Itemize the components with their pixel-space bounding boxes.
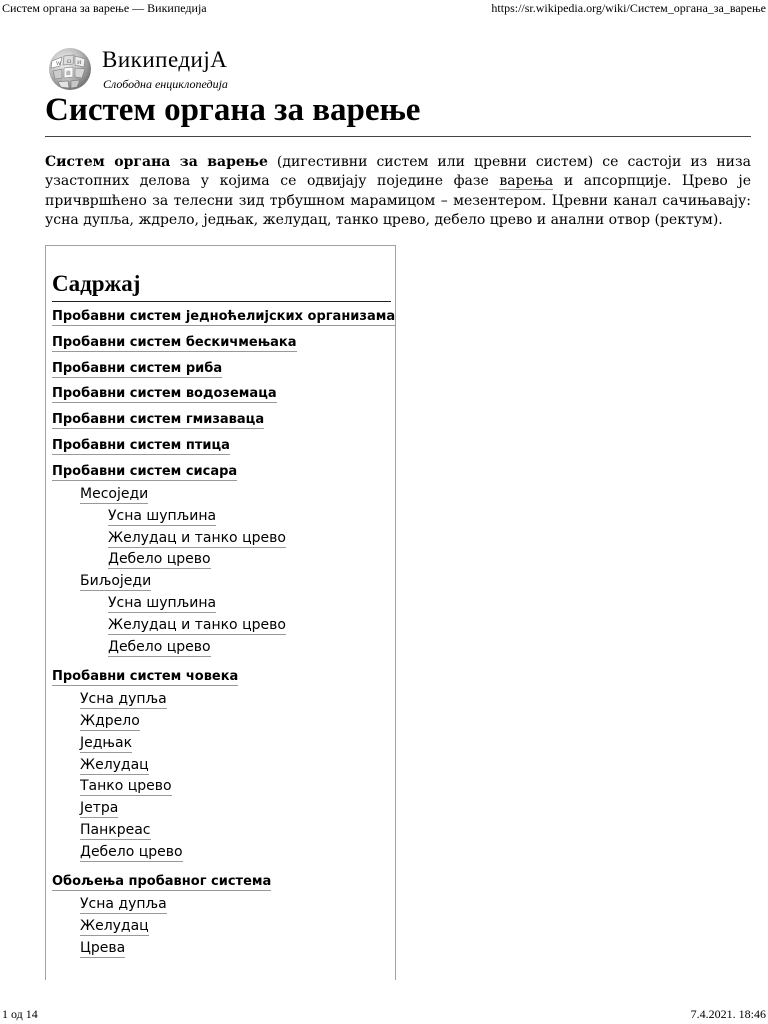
toc-item-label: Пробавни систем бескичмењака (52, 335, 297, 350)
toc-item[interactable] (108, 617, 286, 633)
toc-item-label: Јетра (80, 800, 119, 816)
toc-item-label: Пробавни систем птица (52, 438, 230, 453)
toc-item[interactable] (52, 669, 238, 685)
toc-item-label: Желудац и танко црево (108, 530, 286, 546)
toc-item[interactable] (80, 940, 125, 956)
toc-item-label: Биљоједи (80, 573, 152, 589)
toc-item[interactable] (52, 309, 395, 325)
toc-item-label: Црева (80, 940, 126, 956)
intro-paragraph (45, 153, 751, 231)
toc-item[interactable] (80, 713, 140, 729)
intro-text-part2: и апсорпције. Црево је причвршћено за телесни зид трбушном марамицом – мезентером. Цревни канал сачињавају: усна дупља, ждрело, једњак, желудац, танко црево, дебело црево и анални отвор (ректум). (45, 173, 751, 229)
print-footer-datetime: 7.4.2021. 18:46 (690, 1007, 766, 1021)
wikipedia-globe-icon[interactable] (44, 44, 96, 92)
toc-item[interactable] (80, 844, 183, 860)
toc-item[interactable] (52, 438, 230, 454)
toc-item-label: Панкреас (80, 822, 151, 838)
toc-item[interactable] (108, 639, 211, 655)
toc-item-label: Усна дупља (80, 691, 167, 707)
toc-item[interactable] (80, 918, 149, 934)
toc-item[interactable] (52, 874, 271, 890)
toc-item-label: Месоједи (80, 486, 149, 502)
toc-item-label: Ждрело (80, 713, 140, 729)
toc-item[interactable] (108, 551, 211, 567)
toc-item[interactable] (108, 595, 216, 611)
toc-item[interactable] (52, 412, 264, 428)
toc-item-label: Пробавни систем једноћелијских организама (52, 309, 396, 324)
toc-item[interactable] (80, 778, 172, 794)
table-of-contents (45, 245, 396, 980)
svg-text:И: И (77, 60, 82, 66)
toc-item[interactable] (80, 896, 167, 912)
toc-item-label: Пробавни систем риба (52, 361, 223, 376)
page-title: Систем органа за варење (45, 92, 421, 128)
toc-item-label: Желудац и танко црево (108, 617, 286, 633)
toc-item-label: Желудац (80, 918, 149, 934)
print-footer-page: 1 од 14 (2, 1007, 38, 1021)
toc-item-label: Једњак (80, 735, 133, 751)
toc-item[interactable] (52, 335, 297, 351)
link-digestion[interactable]: варења (499, 173, 554, 190)
toc-item-label: Усна шупљина (108, 595, 217, 611)
toc-item-label: Обољења пробавног система (52, 874, 272, 889)
wikipedia-tagline: Слободна енциклопедија (103, 77, 228, 91)
toc-item[interactable] (80, 800, 118, 816)
toc-item-label: Пробавни систем сисара (52, 464, 238, 479)
toc-item-label: Дебело црево (80, 844, 183, 860)
intro-bold-term: Систем органа за варење (45, 154, 268, 170)
toc-item[interactable] (80, 486, 148, 502)
toc-divider (52, 301, 391, 302)
toc-item[interactable] (108, 530, 286, 546)
print-header-title: Систем органа за варење — Википедија (2, 1, 207, 15)
print-header-url: https://sr.wikipedia.org/wiki/Систем_органа_за_варење (491, 1, 766, 15)
toc-item-label: Усна дупља (80, 896, 167, 912)
toc-item[interactable] (108, 508, 216, 524)
title-divider (45, 136, 751, 137)
toc-item-label: Танко црево (80, 778, 172, 794)
toc-item[interactable] (52, 361, 222, 377)
svg-text:W: W (56, 61, 62, 67)
toc-item[interactable] (80, 573, 151, 589)
toc-item-label: Пробавни систем гмизаваца (52, 412, 265, 427)
toc-item-label: Пробавни систем човека (52, 669, 239, 684)
toc-item-label: Усна шупљина (108, 508, 217, 524)
toc-title: Садржај (52, 271, 141, 296)
svg-text:維: 維 (66, 71, 72, 77)
toc-item[interactable] (80, 822, 151, 838)
toc-item[interactable] (80, 691, 167, 707)
toc-item[interactable] (52, 386, 277, 402)
toc-item[interactable] (80, 735, 132, 751)
toc-item-label: Дебело црево (108, 551, 211, 567)
toc-item-label: Дебело црево (108, 639, 211, 655)
toc-item[interactable] (52, 464, 237, 480)
wikipedia-wordmark[interactable]: ВикипедијА (102, 47, 228, 72)
intro-text-part1: (дигестивни систем или цревни систем) се састоји из низа узастопних делова у којима се одвијају поједине фазе (45, 154, 751, 190)
toc-item-label: Желудац (80, 757, 149, 773)
toc-item-label: Пробавни систем водоземаца (52, 386, 277, 401)
svg-text:Ω: Ω (67, 59, 72, 65)
toc-item[interactable] (80, 757, 149, 773)
